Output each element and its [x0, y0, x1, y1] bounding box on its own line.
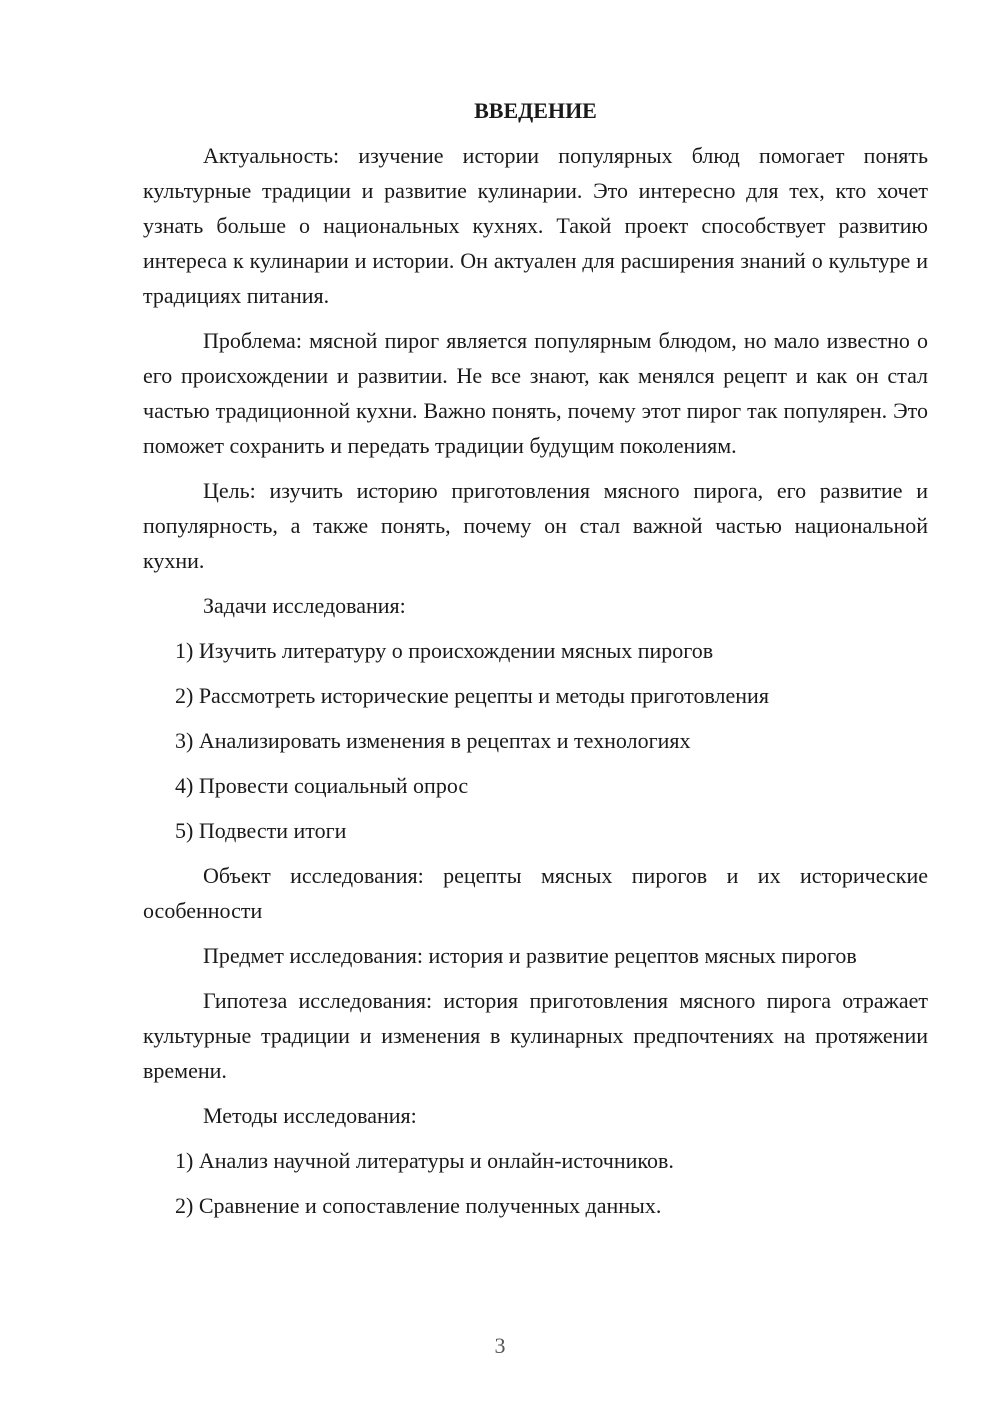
methods-heading: Методы исследования:: [203, 1103, 417, 1128]
hypothesis-paragraph: Гипотеза исследования: история приготовления мясного пирога отражает культурные традиции и изменения в кулинарных предпочтениях на протяжении времени.: [143, 988, 928, 1083]
tasks-list: [143, 633, 928, 848]
list-item: 2) Рассмотреть исторические рецепты и методы приготовления: [175, 683, 769, 708]
problem-paragraph: Проблема: мясной пирог является популярным блюдом, но мало известно о его происхождении и развитии. Не все знают, как менялся рецепт и как он стал частью традиционной кухни. Важно понять, почему этот пирог так популярен. Это поможет сохранить и передать традиции будущим поколениям.: [143, 328, 928, 458]
list-item: 5) Подвести итоги: [175, 818, 347, 843]
list-item: 1) Анализ научной литературы и онлайн-источников.: [175, 1148, 674, 1173]
page-title: ВВЕДЕНИЕ: [474, 98, 597, 123]
list-item: 1) Изучить литературу о происхождении мясных пирогов: [175, 638, 714, 663]
page-number: 3: [494, 1333, 506, 1358]
list-item: 2) Сравнение и сопоставление полученных данных.: [175, 1193, 662, 1218]
list-item: 4) Провести социальный опрос: [175, 773, 469, 798]
goal-paragraph: Цель: изучить историю приготовления мясного пирога, его развитие и популярность, а также понять, почему он стал важной частью национальной кухни.: [143, 478, 928, 573]
list-item: 3) Анализировать изменения в рецептах и технологиях: [175, 728, 691, 753]
document-page: [143, 96, 928, 1233]
relevance-paragraph: Актуальность: изучение истории популярных блюд помогает понять культурные традиции и развитие кулинарии. Это интересно для тех, кто хочет узнать больше о национальных кухнях. Такой проект способствует развитию интереса к кулинарии и истории. Он актуален для расширения знаний о культуре и традициях питания.: [143, 143, 928, 308]
methods-list: [143, 1143, 928, 1223]
object-paragraph: Объект исследования: рецепты мясных пирогов и их исторические особенности: [143, 863, 928, 923]
tasks-heading: Задачи исследования:: [203, 593, 406, 618]
subject-paragraph: Предмет исследования: история и развитие рецептов мясных пирогов: [203, 943, 857, 968]
